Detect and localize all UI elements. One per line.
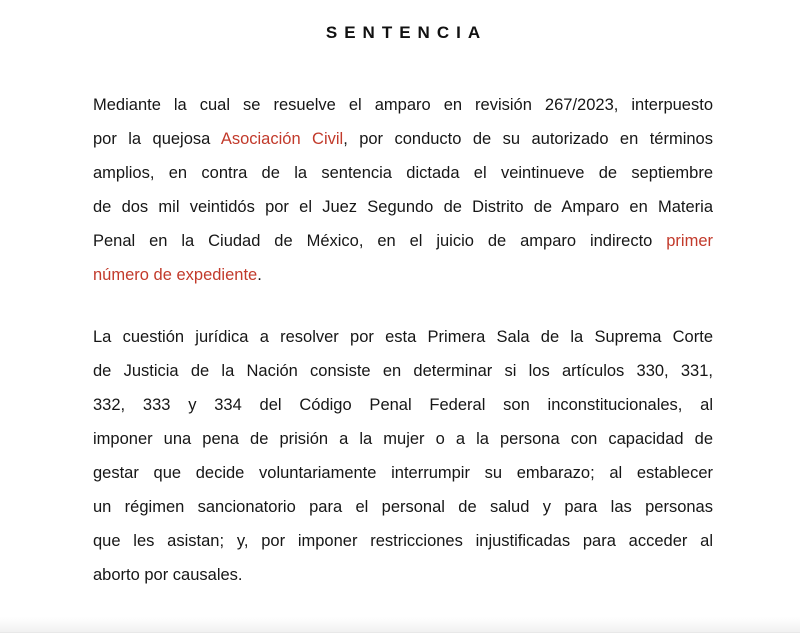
text-segment: que les asistan; y, por imponer restricciones injustificadas para acceder al	[93, 532, 713, 550]
text-segment: La cuestión jurídica a resolver por esta Primera Sala de la Suprema Corte	[93, 328, 713, 346]
text-line	[93, 122, 713, 156]
text-segment: aborto por causales.	[93, 566, 243, 584]
text-line	[93, 388, 713, 422]
text-segment: un régimen sancionatorio para el personal de salud y para las personas	[93, 498, 713, 516]
anonymized-red-text: Asociación Civil	[220, 130, 344, 148]
document-paragraph	[93, 320, 713, 592]
text-segment: Mediante la cual se resuelve el amparo en revisión 267/2023, interpuesto	[93, 96, 713, 114]
document-title: SENTENCIA	[325, 23, 488, 42]
text-line	[93, 258, 713, 292]
text-segment: .	[257, 266, 262, 284]
text-segment: , por conducto de su autorizado en términos	[343, 130, 713, 148]
text-line	[93, 422, 713, 456]
text-line	[93, 354, 713, 388]
anonymized-red-text: primer	[666, 232, 713, 250]
text-segment: gestar que decide voluntariamente interrumpir su embarazo; al establecer	[93, 464, 713, 482]
text-line	[93, 490, 713, 524]
text-line	[93, 320, 713, 354]
text-line	[93, 88, 713, 122]
document-body	[93, 88, 713, 592]
text-line	[93, 156, 713, 190]
text-segment: 332, 333 y 334 del Código Penal Federal son inconstitucionales, al	[93, 396, 713, 414]
text-segment: amplios, en contra de la sentencia dictada el veintinueve de septiembre	[93, 164, 713, 182]
text-segment: por la quejosa	[93, 130, 221, 148]
text-segment: Penal en la Ciudad de México, en el juicio de amparo indirecto	[93, 232, 667, 250]
document-paragraph	[93, 88, 713, 292]
text-segment: imponer una pena de prisión a la mujer o a la persona con capacidad de	[93, 430, 713, 448]
text-segment: de Justicia de la Nación consiste en determinar si los artículos 330, 331,	[93, 362, 713, 380]
text-line	[93, 456, 713, 490]
text-line	[93, 524, 713, 558]
text-segment: de dos mil veintidós por el Juez Segundo de Distrito de Amparo en Materia	[93, 198, 713, 216]
anonymized-red-text: número de expediente	[93, 266, 258, 284]
text-line	[93, 558, 713, 592]
text-line	[93, 224, 713, 258]
text-line	[93, 190, 713, 224]
page-bottom-edge	[0, 617, 800, 633]
